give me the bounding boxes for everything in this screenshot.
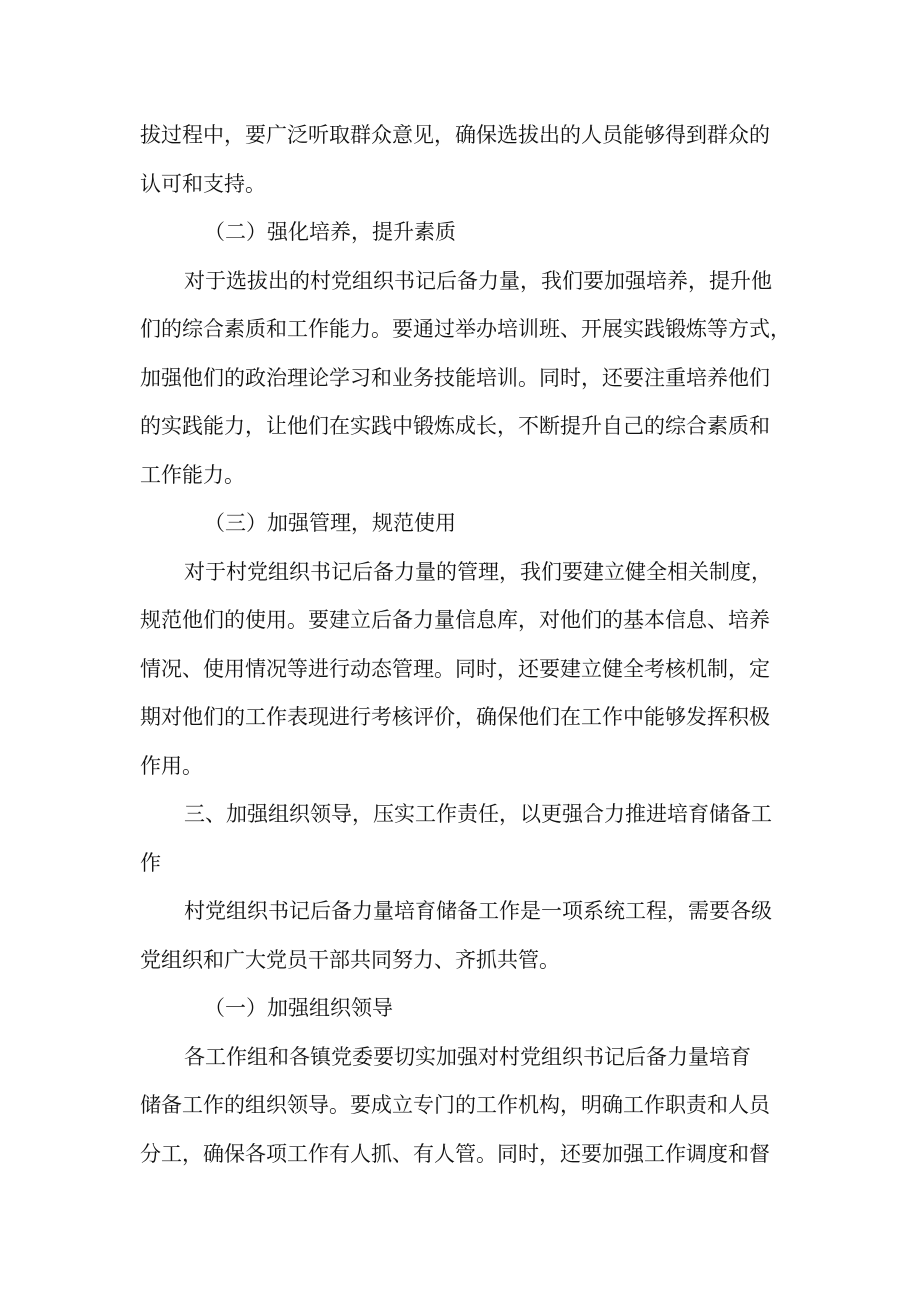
- paragraph-line: 储备工作的组织领导。要成立专门的工作机构，明确工作职责和人员: [140, 1093, 770, 1117]
- chapter-heading: 三、加强组织领导，压实工作责任，以更强合力推进培育储备工: [184, 802, 772, 826]
- paragraph-line: 各工作组和各镇党委要切实加强对村党组织书记后备力量培育: [184, 1044, 751, 1069]
- document-page: [140, 111, 791, 1178]
- paragraph-line: 分工，确保各项工作有人抓、有人管。同时，还要加强工作调度和督: [140, 1141, 770, 1166]
- paragraph-line: 工作能力。: [140, 462, 245, 487]
- paragraph-line: 认可和支持。: [140, 171, 266, 196]
- paragraph-line: 期对他们的工作表现进行考核评价，确保他们在工作中能够发挥积极: [140, 705, 770, 729]
- paragraph-line: 的实践能力，让他们在实践中锻炼成长，不断提升自己的综合素质和: [140, 414, 770, 438]
- paragraph-line: 对于村党组织书记后备力量的管理，我们要建立健全相关制度，: [184, 559, 772, 584]
- section-heading: （一）加强组织领导: [204, 996, 393, 1020]
- chapter-heading: 作: [140, 850, 161, 875]
- section-heading: （三）加强管理，规范使用: [204, 511, 456, 535]
- paragraph-line: 作用。: [140, 753, 203, 778]
- paragraph-line: 拔过程中，要广泛听取群众意见，确保选拔出的人员能够得到群众的: [140, 123, 770, 147]
- section-heading: （二）强化培养，提升素质: [204, 220, 456, 244]
- paragraph-line: 加强他们的政治理论学习和业务技能培训。同时，还要注重培养他们: [140, 365, 770, 390]
- paragraph-line: 党组织和广大党员干部共同努力、齐抓共管。: [140, 947, 560, 972]
- paragraph-line: 村党组织书记后备力量培育储备工作是一项系统工程，需要各级: [184, 899, 772, 923]
- paragraph-line: 们的综合素质和工作能力。要通过举办培训班、开展实践锻炼等方式，: [140, 317, 791, 341]
- paragraph-line: 规范他们的使用。要建立后备力量信息库，对他们的基本信息、培养: [140, 608, 770, 632]
- paragraph-line: 情况、使用情况等进行动态管理。同时，还要建立健全考核机制，定: [140, 656, 770, 681]
- paragraph-line: 对于选拔出的村党组织书记后备力量，我们要加强培养，提升他: [184, 268, 772, 293]
